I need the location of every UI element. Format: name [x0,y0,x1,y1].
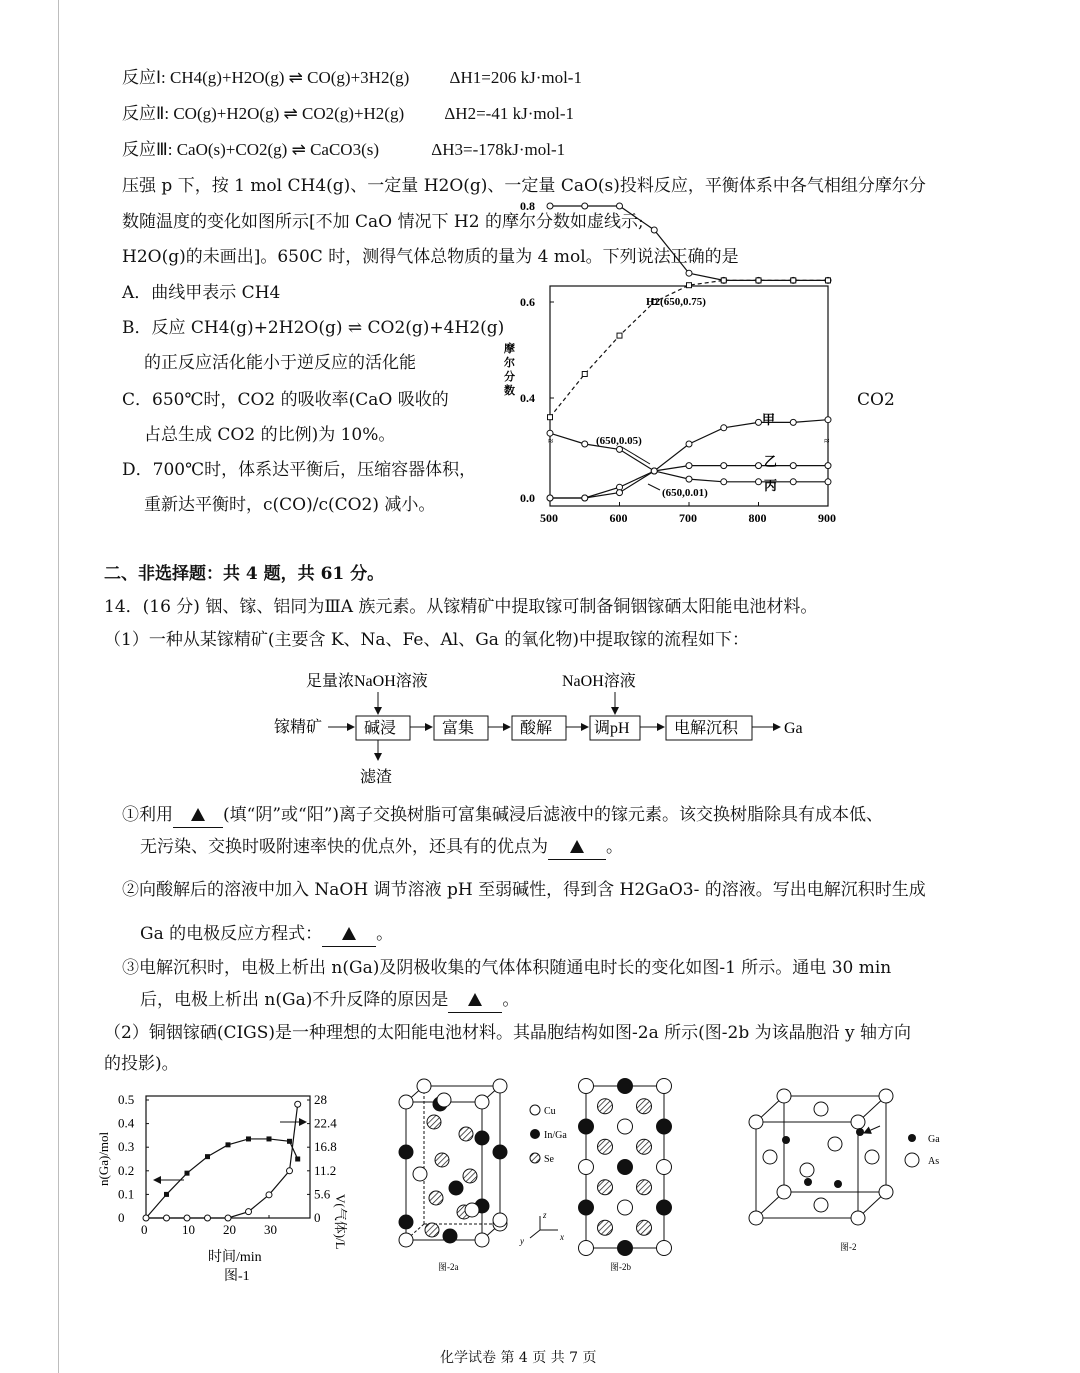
data-point [756,278,761,283]
series-line-gas [146,1104,298,1218]
y2-tick-label: 22.4 [314,1115,337,1131]
data-point [756,419,762,425]
atom-cu-icon [657,1079,672,1094]
atom-inga-icon [618,1079,633,1094]
y2-tick-label: 28 [314,1092,327,1107]
axis-break-icon: ≈ [548,436,554,447]
data-point [825,463,831,469]
atom-as-icon [800,1163,814,1177]
y2-tick-label: 5.6 [314,1186,331,1202]
reaction-1 [122,66,582,90]
x-axis-label: 时间/min [208,1250,262,1265]
figure-caption: 图-1 [224,1269,250,1284]
x-tick-label: 20 [223,1222,236,1237]
data-point [721,463,727,469]
atom-ga-icon [804,1178,812,1186]
equilibrium-arrow-icon: ⇌ [283,104,302,123]
data-point [295,1157,300,1162]
text-span: ①利用 [122,805,173,825]
answer-blank[interactable] [322,922,376,947]
legend-ga-icon [908,1134,916,1142]
atom-inga-icon [579,1119,594,1134]
x-tick-label: 600 [609,511,628,525]
atom-se-icon [637,1180,652,1195]
y-axis-label-char: 摩 [504,343,515,355]
reaction-3 [122,138,565,162]
reaction-lhs: CO(g)+H2O(g) [173,104,280,123]
annotation-arrow [648,484,660,490]
atom-se-icon [598,1099,613,1114]
atom-inga-icon [399,1145,413,1159]
data-point [548,415,553,420]
q14-part2-line1: （2）铜铟镓硒(CIGS)是一种理想的太阳能电池材料。其晶胞结构如图-2a 所示(图-2b 为该晶胞沿 y 轴方向 [104,1023,912,1043]
legend-cu-icon [530,1105,540,1115]
data-point [686,270,692,276]
atom-ga-icon [856,1128,864,1136]
atom-as-icon [879,1089,893,1103]
figure-2-gaas-cell [740,1082,980,1262]
q14-sub2-line1: ②向酸解后的溶液中加入 NaOH 调节溶液 pH 至弱碱性，得到含 H2GaO3- 的溶液。写出电解沉积时生成 [122,880,926,900]
data-point [287,1168,293,1174]
atom-cu-icon [413,1167,427,1181]
triangle-marker-icon [191,808,205,821]
reaction-lhs: CaO(s)+CO2(g) [176,140,288,159]
legend-label: Ga [928,1134,940,1145]
y-tick-label: 0.5 [118,1092,135,1107]
legend-inga-icon [530,1129,540,1139]
x-tick-label: 10 [182,1222,195,1237]
reaction-lhs: CH4(g)+H2O(g) [170,68,285,87]
data-point [756,479,762,485]
y2-tick-label: 11.2 [314,1162,337,1178]
flow-start-label: 镓精矿 [274,719,323,736]
q13-option-c: C．650℃时，CO2 的吸收率(CaO 吸收的 [122,390,449,410]
text-span: 。 [502,990,520,1010]
data-point [267,1136,272,1141]
q13-option-b-cont: 的正反应活化能小于逆反应的活化能 [144,353,416,373]
q13-stem-line3: H2O(g)的未画出]。650C 时，测得气体总物质的量为 4 mol。下列说法正确的是 [122,247,739,267]
series-label-yi: 乙 [764,454,778,469]
atom-cu-icon [475,1233,489,1247]
data-point [582,372,587,377]
data-point [687,283,692,288]
data-point [295,1101,301,1107]
atom-cu-icon [618,1119,633,1134]
axis-break-icon: ≈ [824,436,830,447]
series-line-nga [146,1139,298,1218]
data-point [185,1171,190,1176]
reaction-label: 反应Ⅲ: [122,140,173,159]
page-footer: 化学试卷 第 4 页 共 7 页 [440,1350,597,1366]
reagent-label-2: NaOH溶液 [562,673,636,690]
data-point [651,468,657,474]
pointer-arrow [864,1126,880,1133]
y-axis-label-char: 分 [504,371,515,383]
atom-se-icon [429,1191,443,1205]
legend-label: Se [544,1154,554,1165]
extraction-flowchart [270,666,830,790]
q14-intro: 14．(16 分) 铟、镓、铝同为ⅢA 族元素。从镓精矿中提取镓可制备铜铟镓硒太阳能电池材料。 [104,597,818,617]
annotation-650-001: (650,0.01) [662,487,708,499]
annotation-arrow [620,446,650,464]
atom-cu-icon [465,1203,479,1217]
atom-cu-icon [618,1200,633,1215]
data-point [246,1209,252,1215]
answer-blank[interactable] [448,988,502,1013]
atom-cu-icon [657,1241,672,1256]
y-tick-label: 0.4 [118,1115,135,1131]
atom-se-icon [598,1139,613,1154]
reaction-rhs: CaCO3(s) [310,140,380,159]
atom-as-icon [749,1211,763,1225]
atom-se-icon [598,1220,613,1235]
enthalpy-name: ΔH2 [444,104,477,123]
q14-sub1-line1 [122,803,883,828]
data-point [825,417,831,423]
atom-inga-icon [618,1241,633,1256]
q14-part1: （1）一种从某镓精矿(主要含 K、Na、Fe、Al、Ga 的氧化物)中提取镓的流程如下： [104,630,749,650]
legend-as-icon [905,1153,919,1167]
flow-box-label: 富集 [442,720,475,737]
data-point [164,1215,170,1221]
atom-se-icon [463,1169,477,1183]
data-point [721,425,727,431]
figure-1-chart [96,1086,348,1286]
enthalpy-value: =-178kJ·mol-1 [463,140,566,159]
data-point [547,495,553,501]
q13-option-d-cont: 重新达平衡时，c(CO)/c(CO2) 减小。 [144,495,436,515]
legend-label: Cu [544,1106,556,1117]
flow-box-label: 调pH [594,720,630,737]
data-point [790,419,796,425]
y-tick-label: 0.1 [118,1186,135,1202]
data-point [756,463,762,469]
atom-as-icon [814,1198,828,1212]
y-tick-label: 0 [118,1210,125,1225]
q14-sub1-line2 [140,835,623,860]
data-point [287,1139,292,1144]
atom-inga-icon [579,1200,594,1215]
atom-se-icon [598,1180,613,1195]
y-tick-label: 0.2 [118,1162,135,1178]
axis-label-x: x [560,1232,564,1242]
y-tick-label: 0.0 [520,491,535,505]
axis-arrow [530,1230,540,1238]
atom-inga-icon [449,1181,463,1195]
atom-inga-icon [657,1200,672,1215]
y-axis-label-char: 数 [504,385,515,397]
figure-caption: 图-2b [610,1262,631,1272]
triangle-marker-icon [468,993,482,1006]
x-tick-label: 700 [679,511,697,525]
data-point [721,479,727,485]
atom-as-icon [865,1150,879,1164]
series-line-4 [550,433,828,482]
data-point [225,1215,231,1221]
data-point [143,1215,149,1221]
y2-tick-label: 0 [314,1210,321,1225]
answer-blank[interactable] [173,803,223,828]
data-point [164,1192,169,1197]
page-left-rule [58,0,59,1373]
data-point [791,278,796,283]
atom-se-icon [637,1099,652,1114]
q13-stem-line2: 数随温度的变化如图所示[不加 CaO 情况下 H2 的摩尔分数如虚线示; [122,212,644,232]
enthalpy-value: =206 kJ·mol-1 [481,68,582,87]
triangle-marker-icon [570,840,584,853]
text-span: 无污染、交换时吸附速率快的优点外，还具有的优点为 [140,837,548,857]
flow-residue-label: 滤渣 [360,769,393,786]
atom-se-icon [459,1127,473,1141]
triangle-marker-icon [342,927,356,940]
x-tick-label: 30 [264,1222,277,1237]
legend-se-icon [530,1153,540,1163]
data-point [246,1136,251,1141]
atom-as-icon [851,1115,865,1129]
atom-as-icon [851,1211,865,1225]
y-axis-label-char: 尔 [504,357,515,369]
data-point [721,278,726,283]
data-point [547,203,553,209]
reaction-label: 反应Ⅰ: [122,68,166,87]
y2-axis-label: V(气体)/L [333,1194,348,1250]
atom-ga-icon [834,1180,842,1188]
y-tick-label: 0.8 [520,199,535,213]
flow-end-label: Ga [784,720,803,737]
atom-cu-icon [399,1095,413,1109]
atom-as-icon [777,1185,791,1199]
data-point [790,463,796,469]
series-label-jia: 甲 [762,412,776,427]
flow-box-label: 电解沉积 [674,720,739,737]
atom-as-icon [777,1089,791,1103]
q14-sub3-line2 [140,988,519,1013]
q14-sub2-line2 [140,922,393,947]
atom-cu-icon [657,1160,672,1175]
y-axis-label: n(Ga)/mol [96,1131,111,1186]
figure-2b-projection [578,1076,688,1276]
reaction-label: 反应Ⅱ: [122,104,170,123]
annotation-650-005: (650,0.05) [596,435,642,447]
q14-sub3-line1: ③电解沉积时，电极上析出 n(Ga)及阴极收集的气体体积随通电时长的变化如图-1 所示。通电 30 min [122,958,892,978]
data-point [686,441,692,447]
y-tick-label: 0.6 [520,295,535,309]
axis-label-z: z [543,1210,547,1220]
plot-frame [146,1096,310,1218]
data-point [651,227,657,233]
atom-inga-icon [475,1131,489,1145]
atom-cu-icon [437,1093,451,1107]
atom-inga-icon [399,1215,413,1229]
data-point [686,463,692,469]
x-tick-label: 800 [748,511,767,525]
atom-cu-icon [579,1160,594,1175]
atom-cu-icon [417,1079,431,1093]
figure-2a-crystal-cell [394,1072,584,1272]
flow-box-label: 碱浸 [364,720,397,737]
atom-cu-icon [579,1079,594,1094]
atom-inga-icon [443,1229,457,1243]
y2-tick-label: 16.8 [314,1139,337,1155]
reaction-rhs: CO2(g)+H2(g) [302,104,405,123]
text-span: (填“阴”或“阳”)离子交换树脂可富集碱浸后滤液中的镓元素。该交换树脂除具有成本低、 [223,805,884,825]
q13-option-c-cont: 占总生成 CO2 的比例)为 10%。 [144,425,396,445]
text-span: 后，电极上析出 n(Ga)不升反降的原因是 [140,990,449,1010]
q13-option-b: B．反应 CH4(g)+2H2O(g) ⇌ CO2(g)+4H2(g) [122,318,505,338]
q13-stem-line1: 压强 p 下，按 1 mol CH4(g)、一定量 H2O(g)、一定量 CaO(s)投料反应，平衡体系中各气相组分摩尔分 [122,176,926,196]
atom-se-icon [425,1223,439,1237]
annotation-h2: H2(650,0.75) [646,296,706,308]
atom-cu-icon [475,1095,489,1109]
q14-part2-line2: 的投影)。 [104,1054,179,1074]
data-point [686,476,692,482]
atom-as-icon [814,1102,828,1116]
q13-option-d: D．700℃时，体系达平衡后，压缩容器体积， [122,460,477,480]
reaction-2 [122,102,574,126]
reaction-rhs: CO(g)+3H2(g) [307,68,410,87]
atom-inga-icon [493,1145,507,1159]
enthalpy-name: ΔH1 [449,68,482,87]
data-point [825,479,831,485]
y-tick-label: 0.4 [520,391,535,405]
x-tick-label: 0 [141,1222,148,1237]
atom-se-icon [427,1115,441,1129]
x-tick-label: 500 [540,511,558,525]
x-tick-label: 900 [818,511,836,525]
data-point [205,1215,211,1221]
equilibrium-arrow-icon: ⇌ [288,68,308,87]
enthalpy-name: ΔH3 [431,140,463,159]
side-label-co2: CO2 [857,390,895,410]
series-label-bing: 丙 [764,478,778,493]
atom-as-icon [763,1150,777,1164]
data-point [617,490,623,496]
answer-blank[interactable] [548,835,606,860]
data-point [582,441,588,447]
atom-cu-icon [493,1213,507,1227]
data-point [582,203,588,209]
atom-as-icon [879,1185,893,1199]
atom-se-icon [637,1220,652,1235]
data-point [617,203,623,209]
atom-cu-icon [493,1079,507,1093]
atom-inga-icon [618,1160,633,1175]
atom-se-icon [637,1139,652,1154]
mole-fraction-chart [500,199,840,530]
atom-inga-icon [657,1119,672,1134]
atom-ga-icon [782,1136,790,1144]
data-point [266,1192,272,1198]
legend-label: As [928,1156,940,1167]
data-point [790,479,796,485]
legend-label: In/Ga [544,1130,567,1141]
text-span: 。 [606,837,623,857]
atom-cu-icon [579,1241,594,1256]
figure-caption: 图-2 [840,1242,857,1252]
data-point [826,278,831,283]
data-point [582,495,588,501]
figure-caption: 图-2a [438,1262,459,1272]
atom-as-icon [749,1115,763,1129]
y-tick-label: 0.3 [118,1139,135,1155]
section-heading: 二、非选择题：共 4 题，共 61 分。 [104,564,385,584]
flow-box-label: 酸解 [520,720,553,737]
data-point [617,333,622,338]
reagent-label-1: 足量浓NaOH溶液 [306,673,428,690]
q13-option-a: A．曲线甲表示 CH4 [122,283,281,303]
equilibrium-arrow-icon: ⇌ [291,140,311,159]
axis-label-y: y [520,1236,524,1246]
text-span: 。 [376,924,394,944]
atom-se-icon [435,1153,449,1167]
data-point [205,1154,210,1159]
atom-as-icon [828,1137,842,1151]
text-span: Ga 的电极反应方程式： [140,924,323,944]
plot-frame [550,286,828,506]
enthalpy-value: =-41 kJ·mol-1 [476,104,574,123]
data-point [226,1142,231,1147]
atom-cu-icon [399,1233,413,1247]
data-point [184,1215,190,1221]
